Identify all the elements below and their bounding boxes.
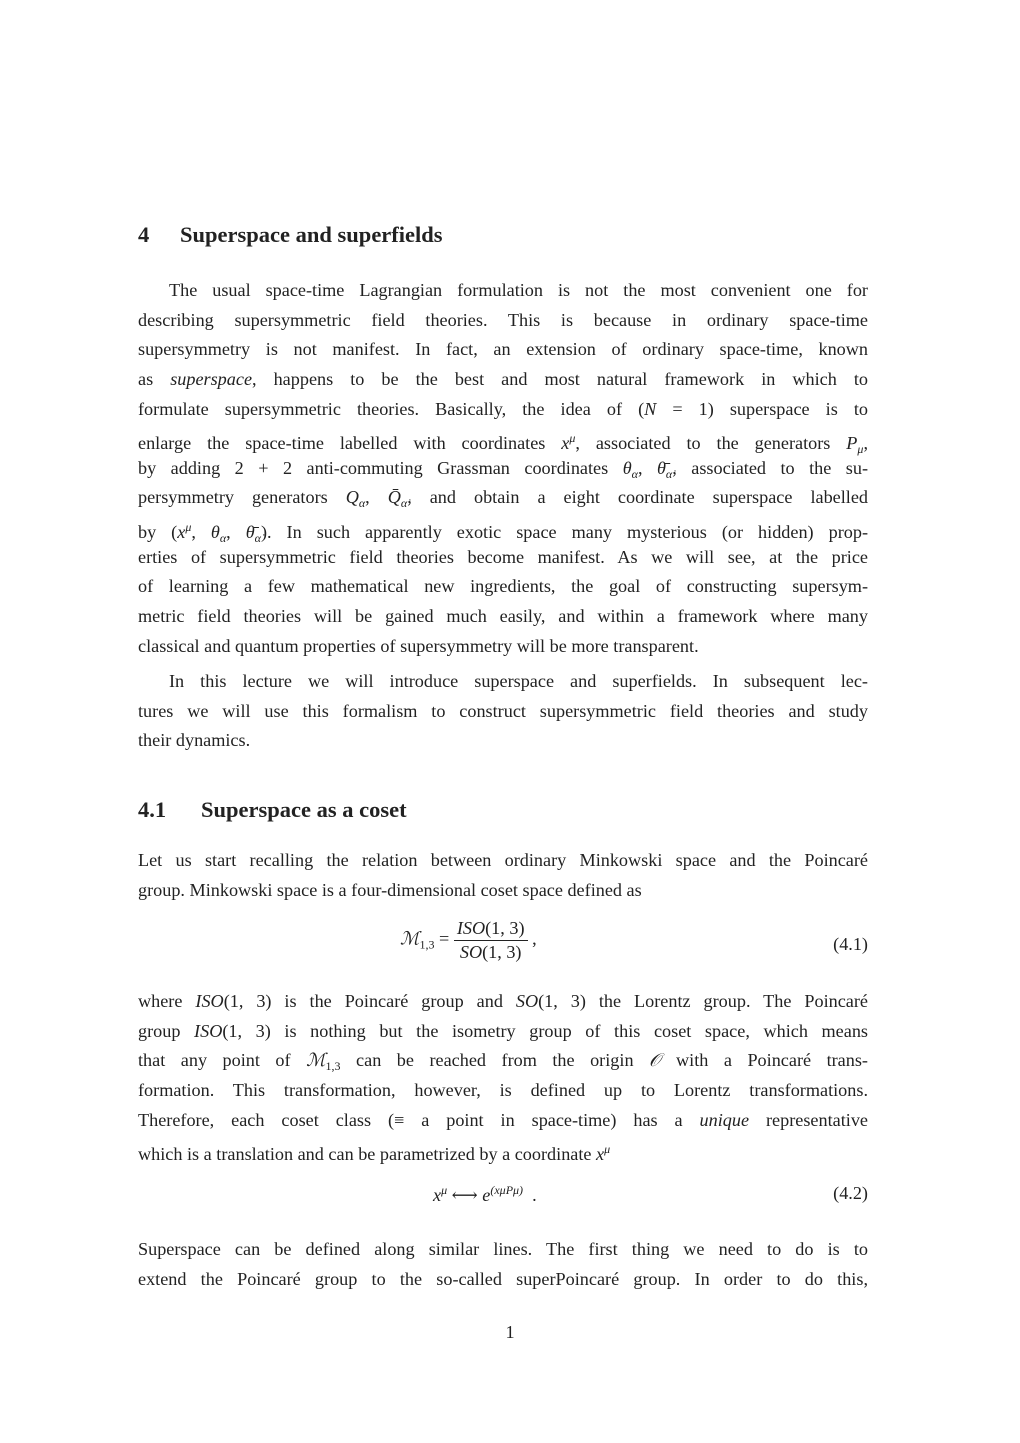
math-symbol: μ [857,442,864,457]
text-run: Therefore, each coset class (≡ a point in space-time) has a [138,1109,700,1130]
text-line [138,365,868,395]
math-symbol: μ [185,520,192,535]
math-symbol: ISO [195,991,224,1011]
section-title: Superspace and superfields [180,222,443,247]
text-run: that any point of [138,1050,307,1071]
denominator-args: (1, 3) [482,942,522,962]
math-symbol: N [644,398,657,419]
text-run: with a Poincaré trans- [660,1050,868,1071]
text-line [138,424,868,457]
math-symbol: θ [210,522,220,543]
text-run: can be reached from the origin [340,1050,650,1071]
subsection-heading [138,797,407,823]
text-run: which is a translation and can be parametrized by a coordinate [138,1144,597,1165]
math-symbol: SO [515,991,539,1011]
text-run: (1, 3) the Lorentz group. The Poincaré [538,991,868,1011]
eq-equals: = [439,928,450,949]
eq-fraction [454,918,528,963]
text-run: extend the Poincaré group to the so-called superPoincaré group. In order to do this, [138,1268,868,1289]
text-run: , [863,433,868,454]
emphasis-text: unique [699,1109,750,1130]
text-run: group. Minkowski space is a four-dimensional coset space defined as [138,879,642,900]
math-symbol: P [846,433,858,454]
text-line [138,1017,868,1047]
text-run: , [637,457,657,478]
paragraph-lecture-overview [138,667,868,756]
text-run: , [365,487,388,508]
page-number: 1 [505,1322,515,1342]
text-line [138,513,868,546]
text-run: by ( [138,522,178,543]
text-run: The usual space-time Lagrangian formulation is not the most convenient one for [169,280,868,300]
denominator-group: SO [459,942,483,962]
text-run: persymmetry generators [138,487,346,508]
math-symbol: α̇ [665,466,673,481]
math-symbol: α̇ [254,531,261,546]
section-heading [138,222,443,248]
eq-denominator [460,941,522,963]
math-symbol: ISO [194,1020,223,1041]
paragraph-superspace [138,1235,868,1294]
text-run: formation. This transformation, however, is defined up to Lorentz transformations. [138,1079,868,1100]
text-line [138,1106,868,1136]
eq-numerator [454,918,528,941]
text-run: (1, 3) is the Poincaré group and [223,991,516,1011]
text-line [138,632,868,662]
eq-trail: . [532,1185,537,1205]
text-run: classical and quantum properties of supersymmetry will be more transparent. [138,635,699,656]
text-line [138,1265,868,1295]
math-symbol: μ [569,431,576,446]
math-symbol: θ̄ [656,457,666,478]
text-run: ). In such apparently exotic space many mysterious (or hidden) prop- [260,522,868,543]
text-run: In this lecture we will introduce superspace and superfields. In subsequent lec- [169,671,868,691]
text-run: tures we will use this formalism to construct supersymmetric field theories and study [138,700,868,721]
text-line [138,543,868,573]
math-symbol: θ [622,457,632,478]
text-run: erties of supersymmetric field theories become manifest. As we will see, at the price [138,546,868,567]
text-run: where [138,991,196,1011]
math-symbol: x [596,1144,605,1165]
paragraph-minkowski [138,846,868,905]
text-line [138,667,868,697]
math-symbol: 𝒪 [649,1050,661,1071]
text-run: (1, 3) is nothing but the isometry group of this coset space, which means [222,1020,868,1041]
text-line [138,987,868,1017]
text-line [138,726,868,756]
text-line [138,1046,868,1076]
text-line [138,395,868,425]
text-run: describing supersymmetric field theories. This is because in ordinary space-time [138,309,868,330]
math-symbol: Q̄ [387,487,401,508]
numerator-args: (1, 3) [485,918,525,938]
eq-lhs: ℳ [400,928,420,949]
eq-trail: , [532,928,537,949]
text-line [138,846,868,876]
text-run: , and obtain a eight coordinate superspace labelled [407,487,869,508]
math-symbol: α [631,466,638,481]
text-run: , [191,522,211,543]
text-run: , [226,522,246,543]
text-run: , happens to be the best and most natural framework in which to [252,368,868,389]
subsection-number: 4.1 [138,797,167,822]
text-line [138,572,868,602]
text-run: by adding 2 + 2 anti-commuting Grassman coordinates [138,457,623,478]
text-line [138,1076,868,1106]
text-run: , associated to the su- [672,457,869,478]
text-run: Let us start recalling the relation between ordinary Minkowski space and the Poincaré [138,850,868,870]
text-run: , associated to the generators [575,433,847,454]
equation-4-1 [138,916,868,976]
math-symbol: α [219,531,227,546]
subsection-title: Superspace as a coset [201,797,407,822]
math-symbol: x [561,433,570,454]
math-symbol: 1,3 [325,1059,341,1074]
math-symbol: ℳ [306,1050,326,1071]
text-run: Superspace can be defined along similar lines. The first thing we need to do is to [138,1239,868,1259]
text-run: supersymmetry is not manifest. In fact, an extension of ordinary space-time, known [138,339,868,360]
text-line [138,1235,868,1265]
text-run: formulate supersymmetric theories. Basically, the idea of ( [138,398,645,419]
text-run: enlarge the space-time labelled with coordinates [138,433,562,454]
math-symbol: x [177,522,186,543]
math-symbol: α [358,496,366,511]
text-run: of learning a few mathematical new ingredients, the goal of constructing supersym- [138,576,868,597]
text-run: their dynamics. [138,730,251,751]
equation-label: (4.2) [833,1183,868,1203]
text-line [138,697,868,727]
paragraph-intro [138,276,868,661]
text-line [138,1135,868,1165]
text-run: representative [749,1109,868,1130]
text-line [138,276,868,306]
text-line [138,483,868,513]
math-symbol: θ̄ [245,522,255,543]
equation-label: (4.1) [833,934,868,954]
eq-exp-base: e [482,1185,491,1205]
eq-exponent: (xμPμ) [490,1183,524,1197]
math-symbol: α̇ [400,496,408,511]
text-run: as [138,368,171,389]
math-symbol: Q [345,487,359,508]
equation-4-2 [138,1183,868,1215]
paragraph-poincare [138,987,868,1165]
text-line [138,602,868,632]
text-line [138,306,868,336]
text-run: metric field theories will be gained much easily, and within a framework where many [138,606,868,627]
eq-lhs-sub: 1,3 [419,937,435,952]
text-run: = 1) superspace is to [656,398,869,419]
text-line [138,876,868,906]
numerator-group: ISO [456,918,486,938]
eq-x: x [433,1185,442,1205]
long-arrow-icon: ⟷ [451,1185,478,1205]
emphasis-text: superspace [170,368,253,389]
text-line [138,335,868,365]
section-number: 4 [138,222,150,247]
math-symbol: μ [604,1142,611,1157]
text-line [138,454,868,484]
eq-mu: μ [441,1183,448,1197]
text-run: group [138,1020,195,1041]
